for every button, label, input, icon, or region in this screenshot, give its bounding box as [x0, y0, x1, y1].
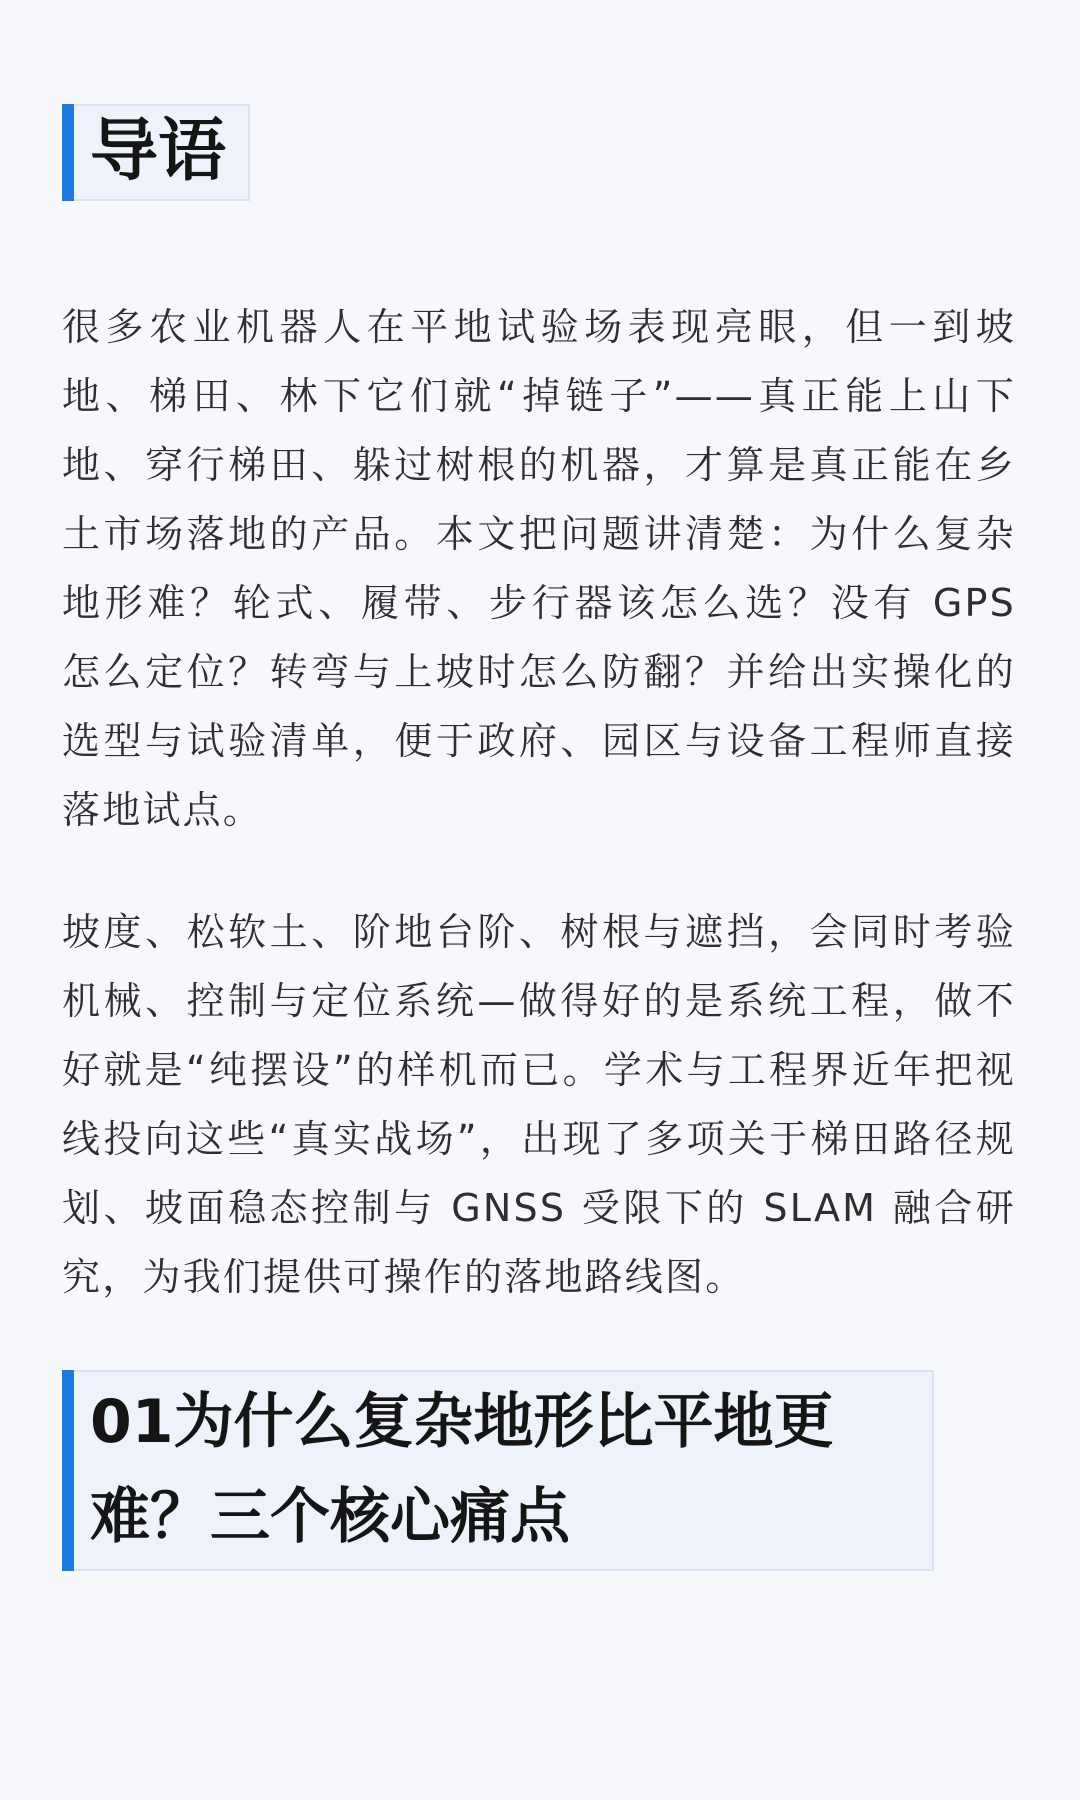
pain-points-section [62, 1312, 1016, 1621]
lead-heading: 导语 [62, 104, 250, 202]
lead-paragraph-2: 坡度、松软土、阶地台阶、树根与遮挡，会同时考验机械、控制与定位系统—做得好的是系统工程，做不好就是“纯摆设”的样机而已。学术与工程界近年把视线投向这些“真实战场”，出现了多项关于梯田路径规划、坡面稳态控制与 GNSS 受限下的 SLAM 融合研究，为我们提供可操作的落地路线图。 [62, 909, 1016, 1299]
lead-paragraph-1: 很多农业机器人在平地试验场表现亮眼，但一到坡地、梯田、林下它们就“掉链子”——真正能上山下地、穿行梯田、躲过树根的机器，才算是真正能在乡土市场落地的产品。本文把问题讲清楚：为什么复杂地形难？轮式、履带、步行器该怎么选？没有 GPS 怎么定位？转弯与上坡时怎么防翻？并给出实操化的选型与试验清单，便于政府、园区与设备工程师直接落地试点。 [62, 304, 1016, 832]
section-heading: 01为什么复杂地形比平地更难？三个核心痛点 [62, 1370, 934, 1571]
lead-section [62, 58, 1016, 1312]
